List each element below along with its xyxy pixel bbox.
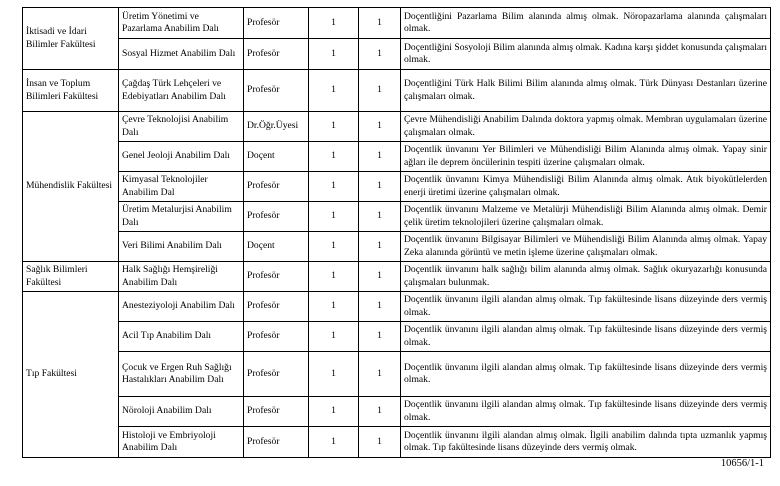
count-b-cell: 1: [359, 352, 401, 397]
department-cell: Acil Tıp Anabilim Dalı: [119, 322, 244, 352]
count-b-cell: 1: [359, 112, 401, 142]
table-row: [23, 427, 771, 458]
title-cell: Profesör: [244, 70, 309, 112]
title-cell: Profesör: [244, 292, 309, 322]
requirement-cell: Doçentliğini Sosyoloji Bilim alanında almış olmak. Kadına karşı şiddet konusunda çalışmaları olmak.: [401, 39, 771, 70]
requirement-cell: Doçentlik ünvanını ilgili alandan almış olmak. İlgili anabilim dalında tıpta uzmanlık yapmış olmak. Tıp fakültesinde lisans düzeyinde ders vermiş olmak.: [401, 427, 771, 458]
count-a-cell: 1: [309, 39, 359, 70]
count-b-cell: 1: [359, 8, 401, 39]
count-a-cell: 1: [309, 352, 359, 397]
title-cell: Doçent: [244, 232, 309, 262]
table-row: [23, 292, 771, 322]
department-cell: Çağdaş Türk Lehçeleri ve Edebiyatları Anabilim Dalı: [119, 70, 244, 112]
department-cell: Üretim Yönetimi ve Pazarlama Anabilim Dalı: [119, 8, 244, 39]
faculty-cell: Tıp Fakültesi: [23, 292, 119, 458]
requirement-cell: Doçentlik ünvanını ilgili alandan almış olmak. Tıp fakültesinde lisans düzeyinde ders vermiş olmak.: [401, 322, 771, 352]
title-cell: Profesör: [244, 397, 309, 427]
count-b-cell: 1: [359, 322, 401, 352]
title-cell: Dr.Öğr.Üyesi: [244, 112, 309, 142]
table-row: [23, 232, 771, 262]
count-b-cell: 1: [359, 70, 401, 112]
department-cell: Anesteziyoloji Anabilim Dalı: [119, 292, 244, 322]
count-a-cell: 1: [309, 262, 359, 292]
title-cell: Profesör: [244, 39, 309, 70]
count-a-cell: 1: [309, 322, 359, 352]
table-row: [23, 142, 771, 172]
count-b-cell: 1: [359, 172, 401, 202]
title-cell: Profesör: [244, 352, 309, 397]
department-cell: Çocuk ve Ergen Ruh Sağlığı Hastalıkları Anabilim Dalı: [119, 352, 244, 397]
faculty-cell: Mühendislik Fakültesi: [23, 112, 119, 262]
count-b-cell: 1: [359, 397, 401, 427]
count-b-cell: 1: [359, 292, 401, 322]
table-row: [23, 262, 771, 292]
count-b-cell: 1: [359, 202, 401, 232]
count-a-cell: 1: [309, 427, 359, 458]
count-a-cell: 1: [309, 202, 359, 232]
faculty-cell: Sağlık Bilimleri Fakültesi: [23, 262, 119, 292]
count-a-cell: 1: [309, 70, 359, 112]
faculty-cell: İktisadi ve İdari Bilimler Fakültesi: [23, 8, 119, 70]
department-cell: Histoloji ve Embriyoloji Anabilim Dalı: [119, 427, 244, 458]
table-row: [23, 322, 771, 352]
requirement-cell: Doçentlik ünvanını ilgili alandan almış olmak. Tıp fakültesinde lisans düzeyinde ders vermiş olmak.: [401, 397, 771, 427]
count-b-cell: 1: [359, 142, 401, 172]
department-cell: Veri Bilimi Anabilim Dalı: [119, 232, 244, 262]
count-a-cell: 1: [309, 8, 359, 39]
title-cell: Profesör: [244, 427, 309, 458]
department-cell: Sosyal Hizmet Anabilim Dalı: [119, 39, 244, 70]
department-cell: Çevre Teknolojisi Anabilim Dalı: [119, 112, 244, 142]
requirement-cell: Doçentlik ünvanını ilgili alandan almış olmak. Tıp fakültesinde lisans düzeyinde ders vermiş olmak.: [401, 292, 771, 322]
requirement-cell: Doçentliğini Türk Halk Bilimi Bilim alanında almış olmak. Türk Dünyası Destanları üzerine çalışmaları olmak.: [401, 70, 771, 112]
count-b-cell: 1: [359, 232, 401, 262]
requirement-cell: Doçentliğini Pazarlama Bilim alanında almış olmak. Nöropazarlama alanında çalışmaları olmak.: [401, 8, 771, 39]
table-row: [23, 70, 771, 112]
title-cell: Profesör: [244, 262, 309, 292]
count-b-cell: 1: [359, 262, 401, 292]
requirement-cell: Doçentlik ünvanını Kimya Mühendisliği Bilim Alanında almış olmak. Atık biyokütlelerden enerji üretimi üzerine çalışmaları olmak.: [401, 172, 771, 202]
title-cell: Profesör: [244, 322, 309, 352]
requirement-cell: Doçentlik ünvanını ilgili alandan almış olmak. Tıp fakültesinde lisans düzeyinde ders vermiş olmak.: [401, 352, 771, 397]
title-cell: Doçent: [244, 142, 309, 172]
faculty-cell: İnsan ve Toplum Bilimleri Fakültesi: [23, 70, 119, 112]
count-b-cell: 1: [359, 39, 401, 70]
table-row: [23, 112, 771, 142]
count-b-cell: 1: [359, 427, 401, 458]
requirement-cell: Doçentlik ünvanını halk sağlığı bilim alanında almış olmak. Sağlık okuryazarlığı konusunda çalışmaları bulunmak.: [401, 262, 771, 292]
department-cell: Üretim Metalurjisi Anabilim Dalı: [119, 202, 244, 232]
title-cell: Profesör: [244, 202, 309, 232]
requirement-cell: Doçentlik ünvanını Yer Bilimleri ve Mühendisliği Bilim Alanında almış olmak. Yapay sinir ağları ile deprem öncülerinin tespiti üzerine çalışmaları olmak.: [401, 142, 771, 172]
requirement-cell: Doçentlik ünvanını Malzeme ve Metalürji Mühendisliği Bilim Alanında almış olmak. Demir çelik üretim teknolojileri üzerine çalışmaları olmak.: [401, 202, 771, 232]
table-row: [23, 202, 771, 232]
count-a-cell: 1: [309, 142, 359, 172]
count-a-cell: 1: [309, 112, 359, 142]
count-a-cell: 1: [309, 397, 359, 427]
department-cell: Genel Jeoloji Anabilim Dalı: [119, 142, 244, 172]
table-row: [23, 39, 771, 70]
positions-table: [22, 7, 771, 458]
requirement-cell: Çevre Mühendisliği Anabilim Dalında doktora yapmış olmak. Membran uygulamaları üzerine çalışmaları olmak.: [401, 112, 771, 142]
document-number: 10656/1-1: [720, 458, 764, 469]
count-a-cell: 1: [309, 232, 359, 262]
department-cell: Kimyasal Teknolojiler Anabilim Dal: [119, 172, 244, 202]
table-row: [23, 397, 771, 427]
count-a-cell: 1: [309, 292, 359, 322]
department-cell: Halk Sağlığı Hemşireliği Anabilim Dalı: [119, 262, 244, 292]
count-a-cell: 1: [309, 172, 359, 202]
requirement-cell: Doçentlik ünvanını Bilgisayar Bilimleri ve Mühendisliği Bilim Alanında almış olmak. Yapay Zeka alanında görüntü ve metin işleme üzerine çalışmaları olmak.: [401, 232, 771, 262]
department-cell: Nöroloji Anabilim Dalı: [119, 397, 244, 427]
title-cell: Profesör: [244, 8, 309, 39]
table-row: [23, 172, 771, 202]
title-cell: Profesör: [244, 172, 309, 202]
table-row: [23, 8, 771, 39]
table-row: [23, 352, 771, 397]
